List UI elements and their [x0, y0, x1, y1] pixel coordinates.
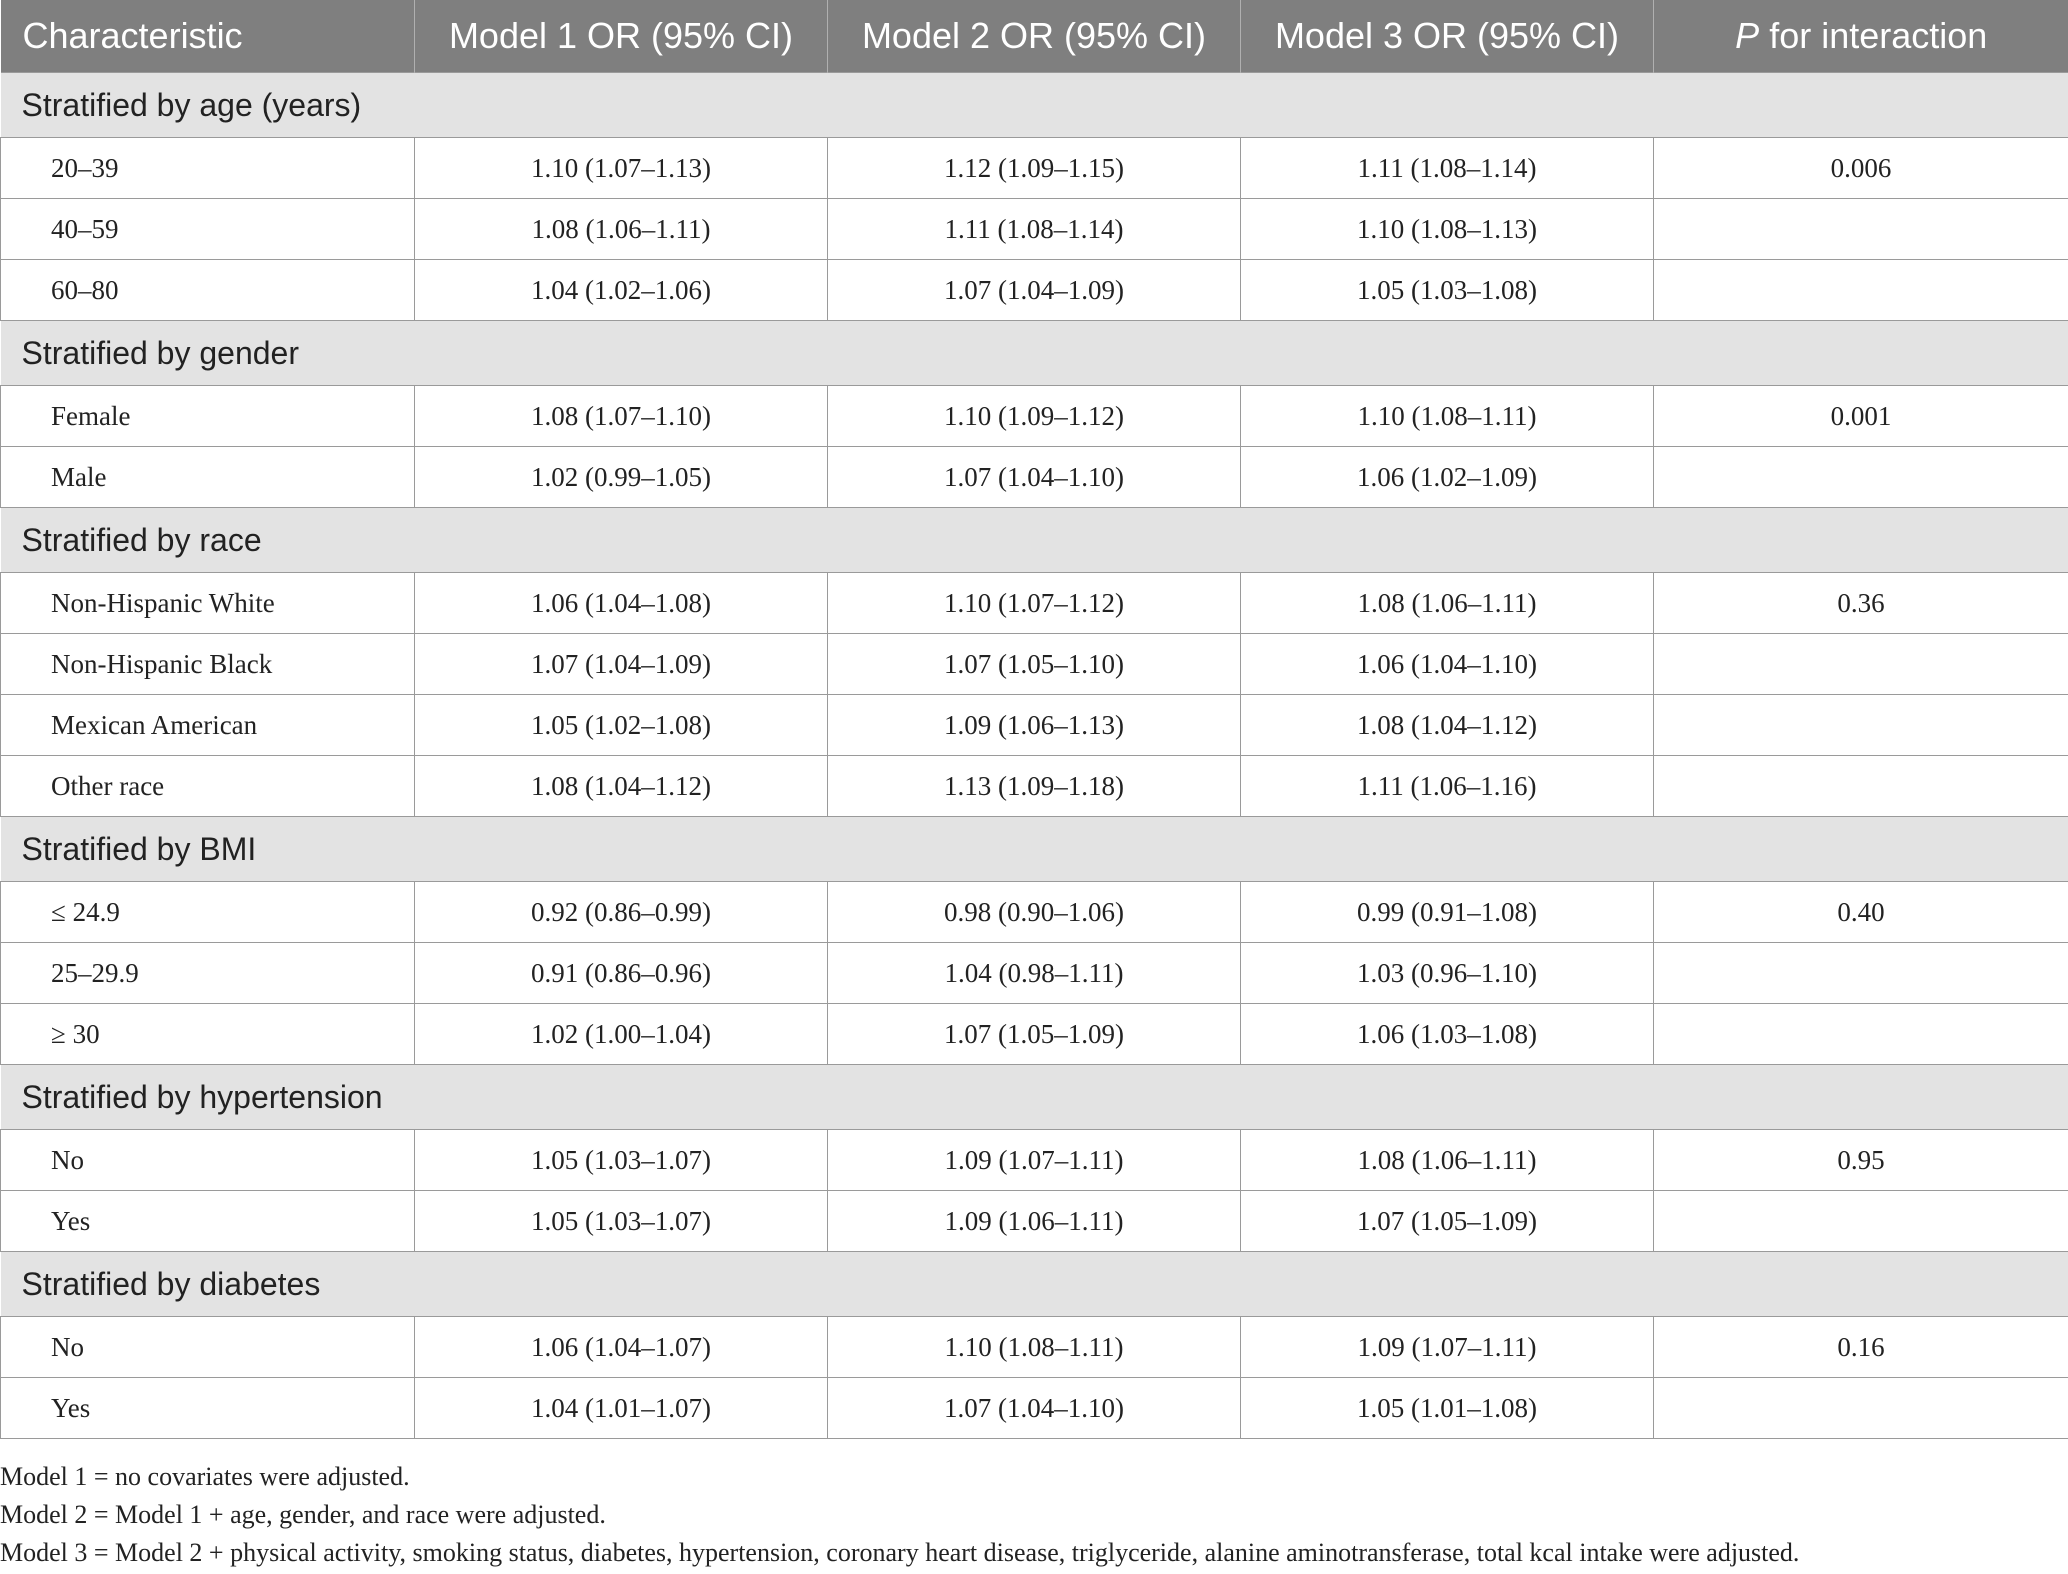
table-row — [1, 447, 2068, 508]
model-2-cell: 1.12 (1.09–1.15) — [828, 138, 1241, 199]
model-3-cell: 1.08 (1.06–1.11) — [1241, 1130, 1654, 1191]
table-row — [1, 756, 2068, 817]
model-2-cell: 1.09 (1.06–1.11) — [828, 1191, 1241, 1252]
model-3-cell: 1.11 (1.06–1.16) — [1241, 756, 1654, 817]
model-1-cell: 1.08 (1.04–1.12) — [415, 756, 828, 817]
header-model-2: Model 2 OR (95% CI) — [828, 0, 1241, 73]
table-row — [1, 573, 2068, 634]
section-row — [1, 817, 2068, 882]
table-row — [1, 1191, 2068, 1252]
model-3-cell: 1.07 (1.05–1.09) — [1241, 1191, 1654, 1252]
table-body — [1, 73, 2068, 1439]
p-interaction-cell: 0.95 — [1654, 1130, 2068, 1191]
model-3-cell: 1.06 (1.04–1.10) — [1241, 634, 1654, 695]
section-title: Stratified by hypertension — [1, 1065, 2068, 1130]
section-row — [1, 1065, 2068, 1130]
characteristic-cell: Yes — [1, 1378, 415, 1439]
model-2-cell: 0.98 (0.90–1.06) — [828, 882, 1241, 943]
table-header — [1, 0, 2068, 73]
model-1-cell: 1.02 (0.99–1.05) — [415, 447, 828, 508]
model-1-cell: 0.91 (0.86–0.96) — [415, 943, 828, 1004]
model-3-cell: 1.10 (1.08–1.11) — [1241, 386, 1654, 447]
model-2-cell: 1.04 (0.98–1.11) — [828, 943, 1241, 1004]
characteristic-cell: 60–80 — [1, 260, 415, 321]
model-2-cell: 1.10 (1.07–1.12) — [828, 573, 1241, 634]
model-1-cell: 1.04 (1.02–1.06) — [415, 260, 828, 321]
model-3-cell: 1.05 (1.01–1.08) — [1241, 1378, 1654, 1439]
characteristic-cell: 20–39 — [1, 138, 415, 199]
model-2-cell: 1.10 (1.08–1.11) — [828, 1317, 1241, 1378]
model-2-cell: 1.07 (1.04–1.10) — [828, 1378, 1241, 1439]
characteristic-cell: Other race — [1, 756, 415, 817]
model-1-cell: 1.08 (1.06–1.11) — [415, 199, 828, 260]
table-row — [1, 1004, 2068, 1065]
section-row — [1, 1252, 2068, 1317]
header-model-3: Model 3 OR (95% CI) — [1241, 0, 1654, 73]
model-3-cell: 1.06 (1.03–1.08) — [1241, 1004, 1654, 1065]
model-1-cell: 0.92 (0.86–0.99) — [415, 882, 828, 943]
table-row — [1, 1378, 2068, 1439]
model-3-cell: 1.09 (1.07–1.11) — [1241, 1317, 1654, 1378]
model-3-cell: 1.11 (1.08–1.14) — [1241, 138, 1654, 199]
section-title: Stratified by diabetes — [1, 1252, 2068, 1317]
section-title: Stratified by gender — [1, 321, 2068, 386]
model-1-cell: 1.04 (1.01–1.07) — [415, 1378, 828, 1439]
table-row — [1, 199, 2068, 260]
characteristic-cell: No — [1, 1317, 415, 1378]
header-characteristic: Characteristic — [1, 0, 415, 73]
characteristic-cell: Non-Hispanic Black — [1, 634, 415, 695]
model-1-cell: 1.02 (1.00–1.04) — [415, 1004, 828, 1065]
model-2-cell: 1.09 (1.07–1.11) — [828, 1130, 1241, 1191]
model-3-cell: 0.99 (0.91–1.08) — [1241, 882, 1654, 943]
p-interaction-cell: 0.16 — [1654, 1317, 2068, 1378]
characteristic-cell: 40–59 — [1, 199, 415, 260]
model-1-cell: 1.06 (1.04–1.07) — [415, 1317, 828, 1378]
table-row — [1, 943, 2068, 1004]
table-row — [1, 882, 2068, 943]
p-interaction-cell — [1654, 1191, 2068, 1252]
characteristic-cell: Mexican American — [1, 695, 415, 756]
model-1-cell: 1.06 (1.04–1.08) — [415, 573, 828, 634]
characteristic-cell: Yes — [1, 1191, 415, 1252]
model-2-cell: 1.07 (1.05–1.09) — [828, 1004, 1241, 1065]
table-row — [1, 260, 2068, 321]
model-1-cell: 1.05 (1.02–1.08) — [415, 695, 828, 756]
model-2-cell: 1.07 (1.05–1.10) — [828, 634, 1241, 695]
table-row — [1, 1130, 2068, 1191]
characteristic-cell: Male — [1, 447, 415, 508]
footnote: Model 2 = Model 1 + age, gender, and race were adjusted. — [0, 1500, 606, 1529]
characteristic-cell: Non-Hispanic White — [1, 573, 415, 634]
header-p-interaction: P for interaction — [1654, 0, 2068, 73]
model-3-cell: 1.03 (0.96–1.10) — [1241, 943, 1654, 1004]
table-row — [1, 695, 2068, 756]
model-3-cell: 1.08 (1.06–1.11) — [1241, 573, 1654, 634]
p-interaction-cell — [1654, 634, 2068, 695]
model-3-cell: 1.06 (1.02–1.09) — [1241, 447, 1654, 508]
model-3-cell: 1.10 (1.08–1.13) — [1241, 199, 1654, 260]
p-interaction-cell — [1654, 756, 2068, 817]
characteristic-cell: ≤ 24.9 — [1, 882, 415, 943]
section-title: Stratified by BMI — [1, 817, 2068, 882]
p-interaction-cell — [1654, 943, 2068, 1004]
table-row — [1, 386, 2068, 447]
model-1-cell: 1.10 (1.07–1.13) — [415, 138, 828, 199]
model-1-cell: 1.05 (1.03–1.07) — [415, 1191, 828, 1252]
p-interaction-cell — [1654, 1004, 2068, 1065]
p-interaction-cell — [1654, 695, 2068, 756]
model-1-cell: 1.05 (1.03–1.07) — [415, 1130, 828, 1191]
model-2-cell: 1.13 (1.09–1.18) — [828, 756, 1241, 817]
model-1-cell: 1.08 (1.07–1.10) — [415, 386, 828, 447]
model-1-cell: 1.07 (1.04–1.09) — [415, 634, 828, 695]
model-2-cell: 1.10 (1.09–1.12) — [828, 386, 1241, 447]
section-row — [1, 321, 2068, 386]
characteristic-cell: 25–29.9 — [1, 943, 415, 1004]
table-row — [1, 138, 2068, 199]
section-row — [1, 73, 2068, 138]
section-title: Stratified by race — [1, 508, 2068, 573]
p-interaction-cell: 0.36 — [1654, 573, 2068, 634]
model-2-cell: 1.09 (1.06–1.13) — [828, 695, 1241, 756]
p-interaction-cell — [1654, 199, 2068, 260]
characteristic-cell: ≥ 30 — [1, 1004, 415, 1065]
header-model-1: Model 1 OR (95% CI) — [415, 0, 828, 73]
model-2-cell: 1.07 (1.04–1.10) — [828, 447, 1241, 508]
p-interaction-cell — [1654, 447, 2068, 508]
p-interaction-cell — [1654, 1378, 2068, 1439]
p-interaction-cell — [1654, 260, 2068, 321]
section-row — [1, 508, 2068, 573]
model-3-cell: 1.05 (1.03–1.08) — [1241, 260, 1654, 321]
table-footnotes — [0, 1458, 1799, 1572]
header-row — [1, 0, 2068, 73]
footnote: Model 1 = no covariates were adjusted. — [0, 1462, 410, 1491]
model-2-cell: 1.07 (1.04–1.09) — [828, 260, 1241, 321]
model-3-cell: 1.08 (1.04–1.12) — [1241, 695, 1654, 756]
p-interaction-cell: 0.40 — [1654, 882, 2068, 943]
model-2-cell: 1.11 (1.08–1.14) — [828, 199, 1241, 260]
p-interaction-cell: 0.001 — [1654, 386, 2068, 447]
section-title: Stratified by age (years) — [1, 73, 2068, 138]
characteristic-cell: No — [1, 1130, 415, 1191]
footnote: Model 3 = Model 2 + physical activity, smoking status, diabetes, hypertension, coronary heart disease, triglyceride, alanine aminotransferase, total kcal intake were adjusted. — [0, 1538, 1800, 1567]
p-interaction-cell: 0.006 — [1654, 138, 2068, 199]
table-row — [1, 1317, 2068, 1378]
characteristic-cell: Female — [1, 386, 415, 447]
table-row — [1, 634, 2068, 695]
